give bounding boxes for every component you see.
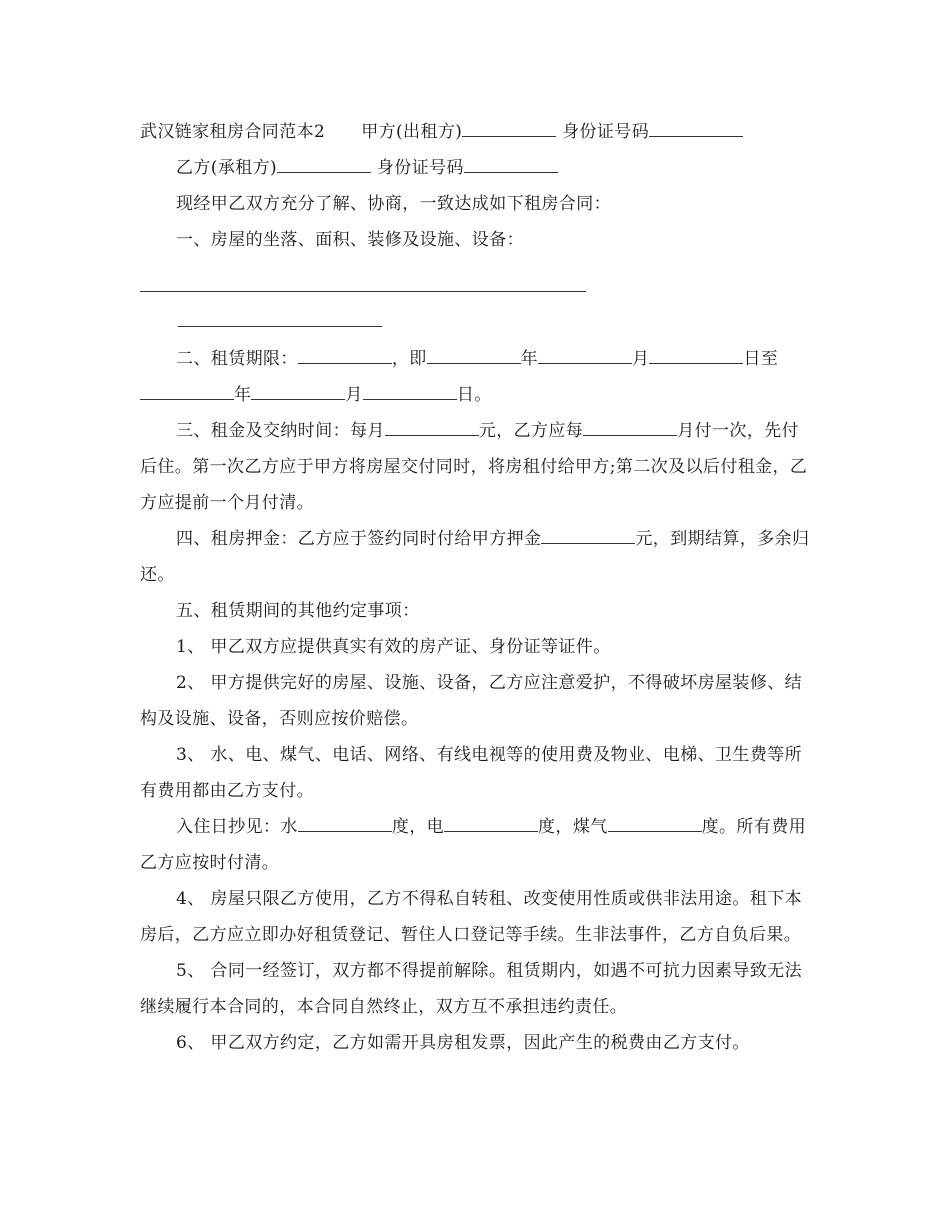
rent-label: 三、租金及交纳时间：每月: [176, 421, 385, 441]
clause-6: 6、 甲乙双方约定，乙方如需开具房租发票，因此产生的税费由乙方支付。: [176, 1033, 750, 1053]
start-day-blank: [649, 345, 743, 364]
address-blank-line-2: [178, 325, 382, 327]
party-a-blank: [462, 118, 556, 137]
party-b-line: [140, 150, 812, 186]
address-blank-line-1: [140, 290, 586, 292]
party-a-label: 甲方(出租方): [361, 122, 463, 142]
start-year-blank: [427, 345, 521, 364]
water-label: 入住日抄见：水: [176, 817, 298, 837]
electricity-reading-blank: [444, 813, 538, 832]
section-2-lease-term: [140, 341, 812, 413]
lease-duration-blank: [298, 345, 392, 364]
month-text: 月: [632, 349, 650, 369]
gas-reading-blank: [608, 813, 702, 832]
end-year-blank: [140, 381, 234, 400]
meter-terms-text: 度。所有费用乙方应按时付清。: [140, 817, 807, 873]
section-4-deposit: [140, 521, 812, 593]
rent-terms-text: 月付一次，先付后住。第一次乙方应于甲方将房屋交付同时，将房租付给甲方;第二次及以后付租金，乙方应提前一个月付清。: [140, 421, 808, 513]
water-reading-blank: [298, 813, 392, 832]
end-year-text: 年: [234, 385, 252, 405]
intro-paragraph: 现经甲乙双方充分了解、协商，一致达成如下租房合同：: [176, 194, 611, 214]
end-day-text: 日。: [456, 385, 492, 405]
deposit-blank: [541, 525, 635, 544]
section-1-title: 一、房屋的坐落、面积、装修及设施、设备：: [176, 230, 524, 250]
clause-4: 4、 房屋只限乙方使用，乙方不得私自转租、改变使用性质或供非法用途。租下本房后，乙方应立即办好租赁登记、暂住人口登记等手续。生非法事件，乙方自负后果。: [140, 889, 803, 945]
electricity-label: 度，电: [391, 817, 445, 837]
monthly-rent-blank: [385, 417, 479, 436]
clause-3: 3、 水、电、煤气、电话、网络、有线电视等的使用费及物业、电梯、卫生费等所有费用都由乙方支付。: [140, 745, 803, 801]
clause-5: 5、 合同一经签订，双方都不得提前解除。租赁期内，如遇不可抗力因素导致无法继续履行本合同的，本合同自然终止，双方互不承担违约责任。: [140, 961, 803, 1017]
section-3-rent: [140, 413, 812, 521]
gas-label: 度，煤气: [538, 817, 608, 837]
end-day-blank: [363, 381, 457, 400]
deposit-terms-text: 元，到期结算，多余归还。: [140, 529, 810, 585]
contract-title: 武汉链家租房合同范本2: [140, 122, 326, 142]
party-b-blank: [277, 154, 371, 173]
party-b-id-blank: [464, 154, 558, 173]
end-month-text: 月: [345, 385, 363, 405]
day-to-text: 日至: [743, 349, 779, 369]
contract-body: [140, 114, 812, 1061]
payment-period-blank: [583, 417, 677, 436]
clause-1: 1、 甲乙双方应提供真实有效的房产证、身份证等证件。: [176, 637, 611, 657]
section-5-title: 五、租赁期间的其他约定事项：: [176, 601, 420, 621]
year-text: 年: [520, 349, 539, 369]
clause-2: 2、 甲方提供完好的房屋、设施、设备，乙方应注意爱护，不得破坏房屋装修、结构及设施、设备，否则应按价赔偿。: [140, 673, 803, 729]
party-a-id-label: 身份证号码: [562, 122, 650, 142]
meter-reading-line: [140, 809, 812, 881]
start-month-blank: [538, 345, 632, 364]
party-b-label: 乙方(承租方): [176, 158, 278, 178]
lease-ie-text: ，即: [391, 349, 427, 369]
rent-period-label: 元，乙方应每: [478, 421, 584, 441]
party-b-id-label: 身份证号码: [376, 158, 464, 178]
lease-term-label: 二、租赁期限：: [176, 349, 298, 369]
party-a-id-blank: [649, 118, 743, 137]
deposit-label: 四、租房押金：乙方应于签约同时付给甲方押金: [176, 529, 542, 549]
title-line: [140, 114, 812, 150]
end-month-blank: [251, 381, 345, 400]
